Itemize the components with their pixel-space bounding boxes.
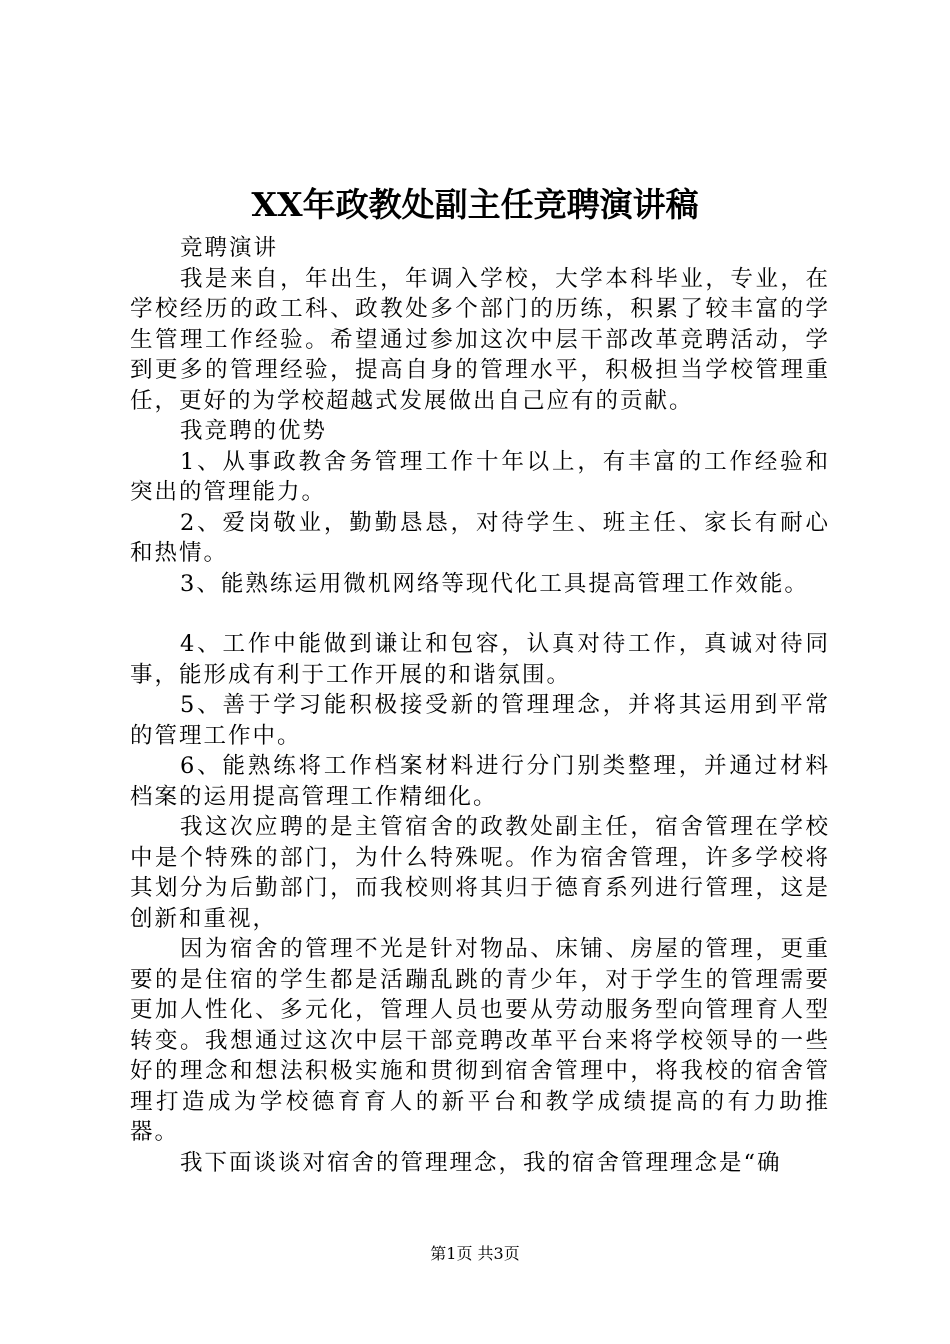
document-title: XX年政教处副主任竞聘演讲稿 [251, 185, 699, 224]
paragraph: 因为宿舍的管理不光是针对物品、床铺、房屋的管理，更重要的是住宿的学生都是活蹦乱跳的青少年，对于学生的管理需要更加人性化、多元化，管理人员也要从劳动服务型向管理育人型转变。我想通过这次中层干部竞聘改革平台来将学校领导的一些好的理念和想法积极实施和贯彻到宿舍管理中，将我校的宿舍管理打造成为学校德育育人的新平台和教学成绩提高的有力助推器。 [130, 936, 830, 1145]
document-body [130, 233, 830, 1178]
paragraph: 3、能熟练运用微机网络等现代化工具提高管理工作效能。 [180, 570, 809, 597]
paragraph: 我下面谈谈对宿舍的管理理念，我的宿舍管理理念是“确 [180, 1149, 782, 1176]
paragraph: 竞聘演讲 [180, 235, 279, 261]
page-number-footer: 第1页 共3页 [430, 1244, 520, 1263]
paragraph: 5、善于学习能积极接受新的管理理念，并将其运用到平常的管理工作中。 [130, 692, 830, 749]
paragraph: 1、从事政教舍务管理工作十年以上，有丰富的工作经验和突出的管理能力。 [130, 448, 830, 505]
paragraph: 我是来自，年出生，年调入学校，大学本科毕业，专业，在学校经历的政工科、政教处多个部门的历练，积累了较丰富的学生管理工作经验。希望通过参加这次中层干部改革竞聘活动，学到更多的管理经验，提高自身的管理水平，积极担当学校管理重任，更好的为学校超越式发展做出自己应有的贡献。 [130, 265, 830, 414]
paragraph: 4、工作中能做到谦让和包容，认真对待工作，真诚对待同事，能形成有利于工作开展的和谐氛围。 [130, 631, 830, 688]
paragraph: 2、爱岗敬业，勤勤恳恳，对待学生、班主任、家长有耐心和热情。 [130, 509, 830, 566]
paragraph: 6、能熟练将工作档案材料进行分门别类整理，并通过材料档案的运用提高管理工作精细化。 [130, 753, 830, 810]
paragraph: 我这次应聘的是主管宿舍的政教处副主任，宿舍管理在学校中是个特殊的部门，为什么特殊呢。作为宿舍管理，许多学校将其划分为后勤部门，而我校则将其归于德育系列进行管理，这是创新和重视， [130, 814, 830, 932]
paragraph: 我竞聘的优势 [180, 418, 328, 444]
